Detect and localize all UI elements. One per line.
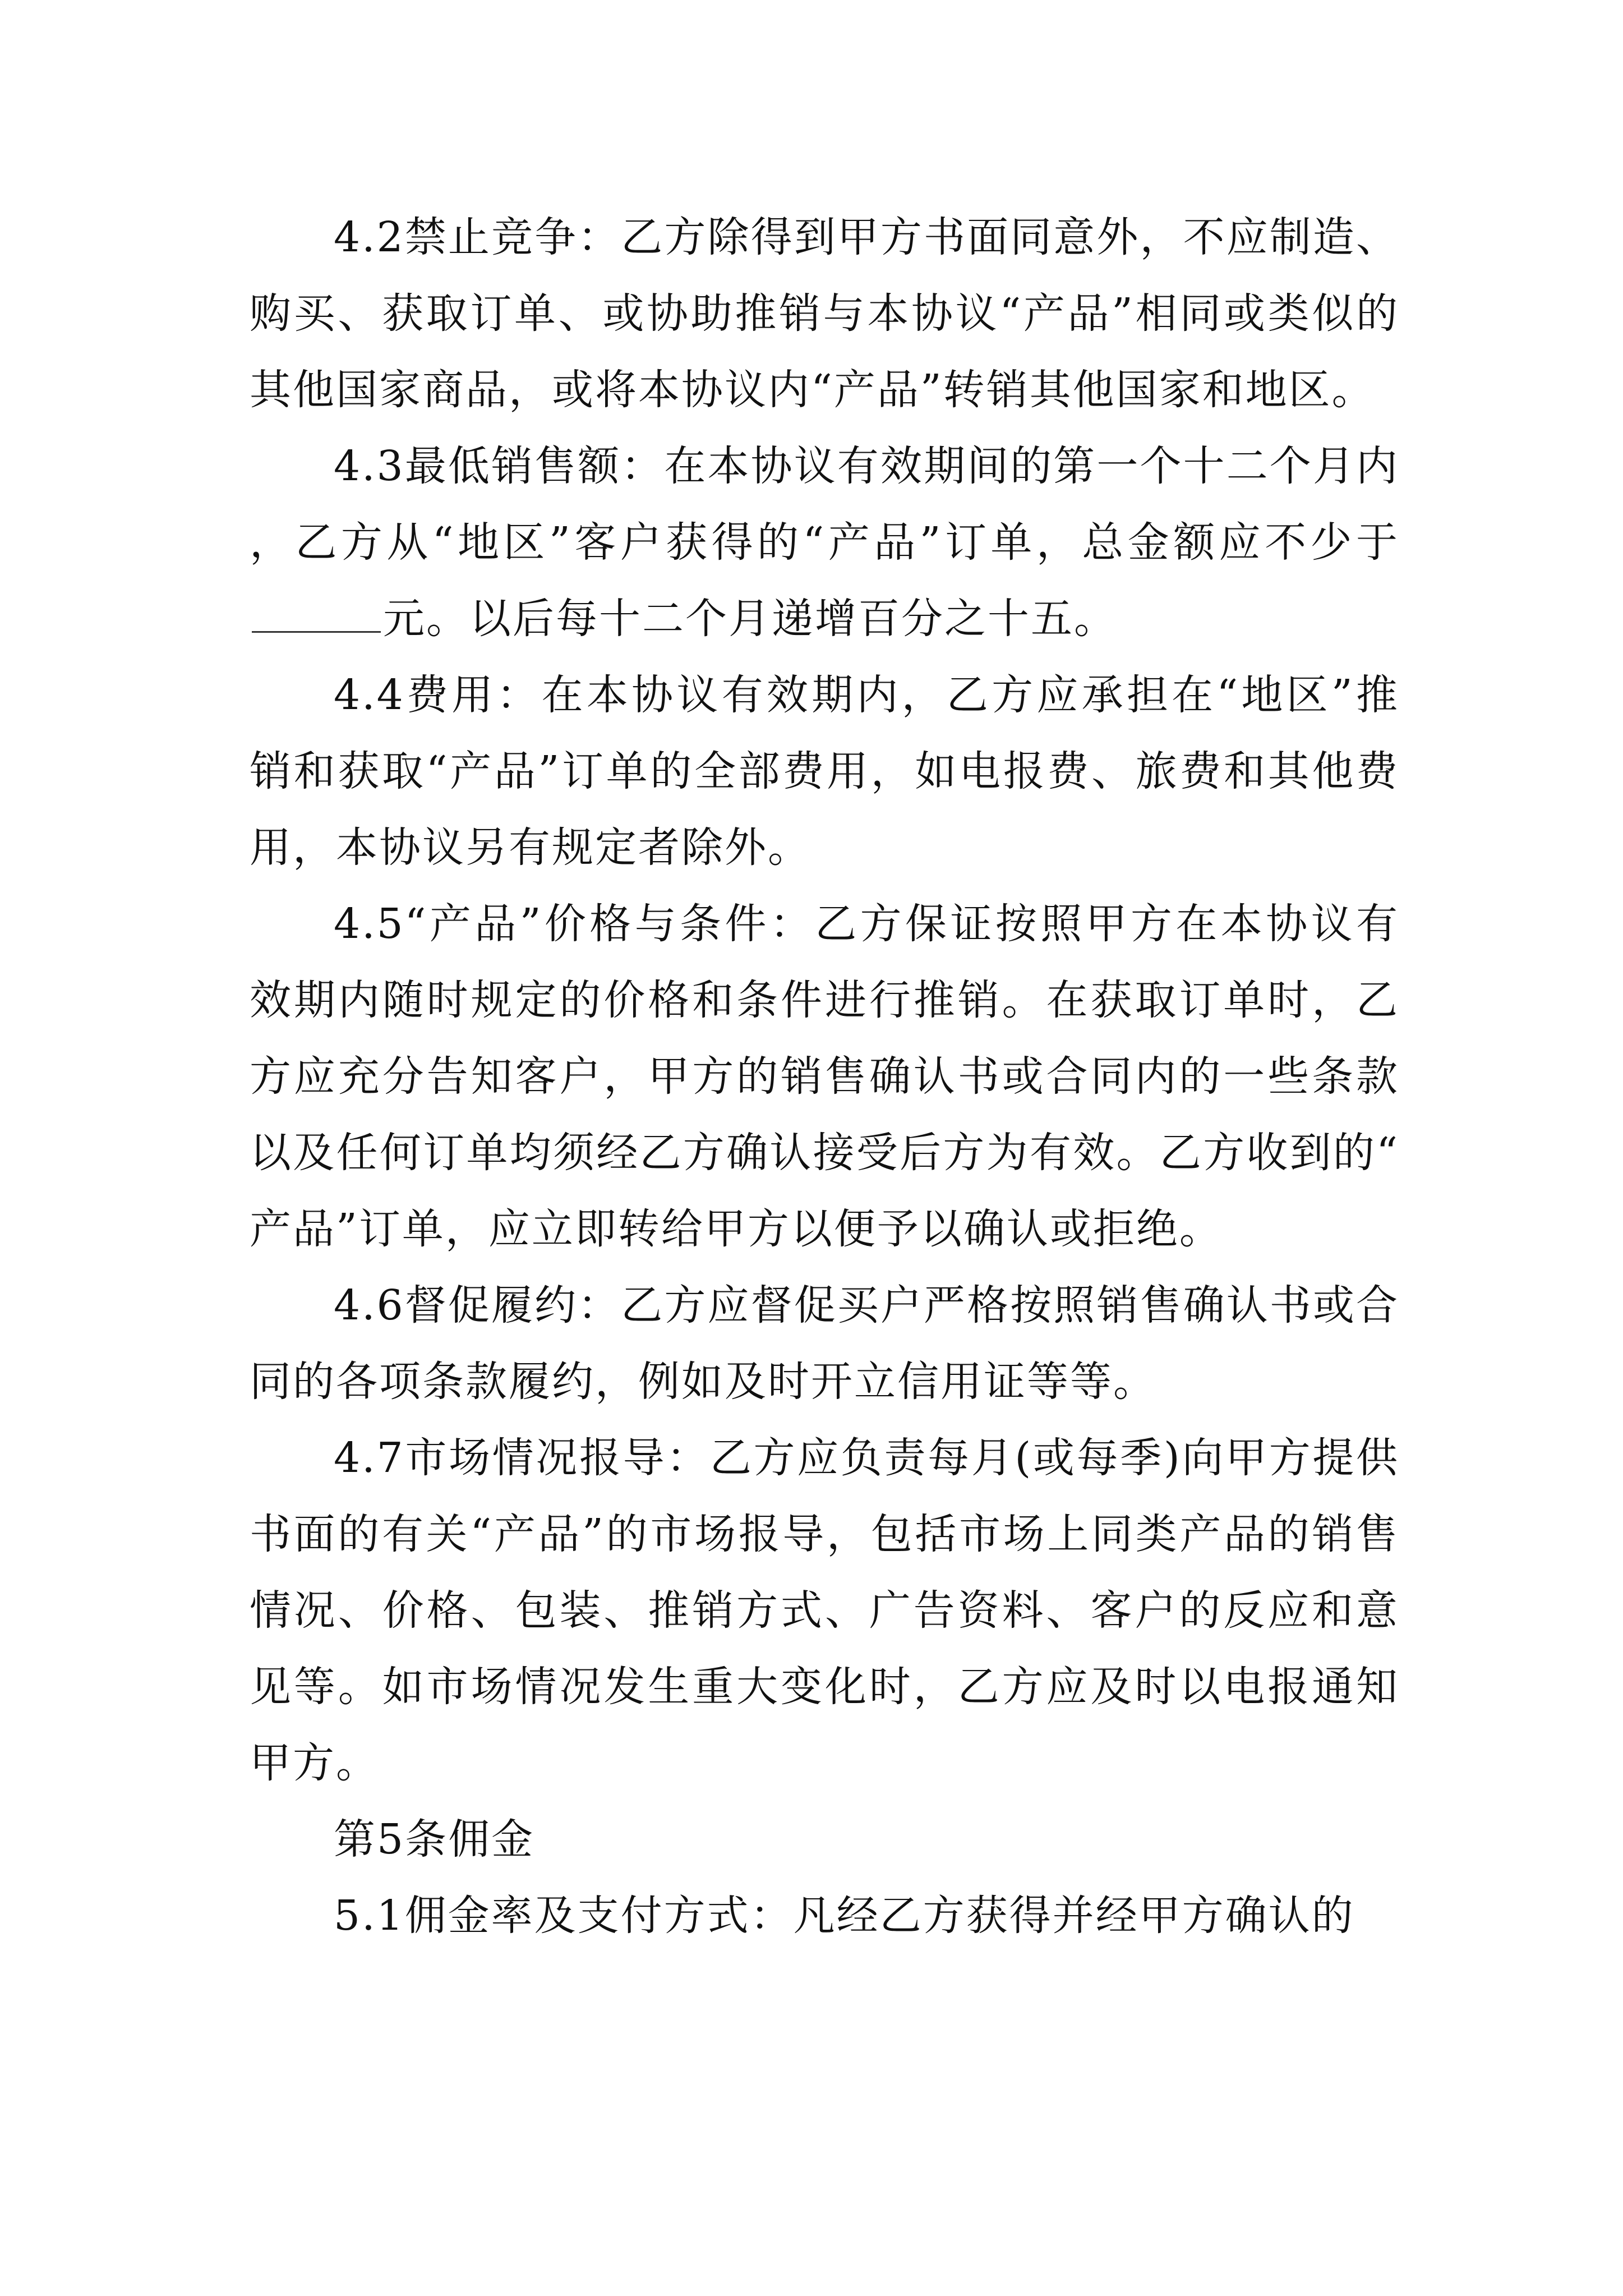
clause-4-3-text-before: 4.3最低销售额：在本协议有效期间的第一个十二个月内，乙方从“地区”客户获得的“产品”订单，总金额应不少于 [250, 442, 1399, 567]
clause-4-4: 4.4费用：在本协议有效期内，乙方应承担在“地区”推销和获取“产品”订单的全部费用，如电报费、旅费和其他费用，本协议另有规定者除外。 [250, 671, 1399, 872]
clause-4-3 [250, 428, 1399, 657]
clause-4-6: 4.6督促履约：乙方应督促买户严格按照销售确认书或合同的各项条款履约，例如及时开立信用证等等。 [250, 1281, 1399, 1406]
clause-4-3-text-after: 元。以后每十二个月递增百分之十五。 [383, 595, 1117, 643]
clause-4-2: 4.2禁止竞争：乙方除得到甲方书面同意外，不应制造、购买、获取订单、或协助推销与本协议“产品”相同或类似的其他国家商品，或将本协议内“产品”转销其他国家和地区。 [250, 213, 1399, 414]
clause-4-5: 4.5“产品”价格与条件：乙方保证按照甲方在本协议有效期内随时规定的价格和条件进行推销。在获取订单时，乙方应充分告知客户，甲方的销售确认书或合同内的一些条款以及任何订单均须经乙方确认接受后方为有效。乙方收到的“产品”订单，应立即转给甲方以便予以确认或拒绝。 [250, 900, 1399, 1253]
article-5-heading: 第5条佣金 [334, 1815, 535, 1864]
clause-5-1: 5.1佣金率及支付方式：凡经乙方获得并经甲方确认的 [334, 1892, 1355, 1940]
clause-4-7: 4.7市场情况报导：乙方应负责每月(或每季)向甲方提供书面的有关“产品”的市场报导，包括市场上同类产品的销售情况、价格、包装、推销方式、广告资料、客户的反应和意见等。如市场情况发生重大变化时，乙方应及时以电报通知甲方。 [250, 1434, 1399, 1787]
document-body [250, 199, 1399, 1954]
amount-blank-field [252, 597, 381, 633]
